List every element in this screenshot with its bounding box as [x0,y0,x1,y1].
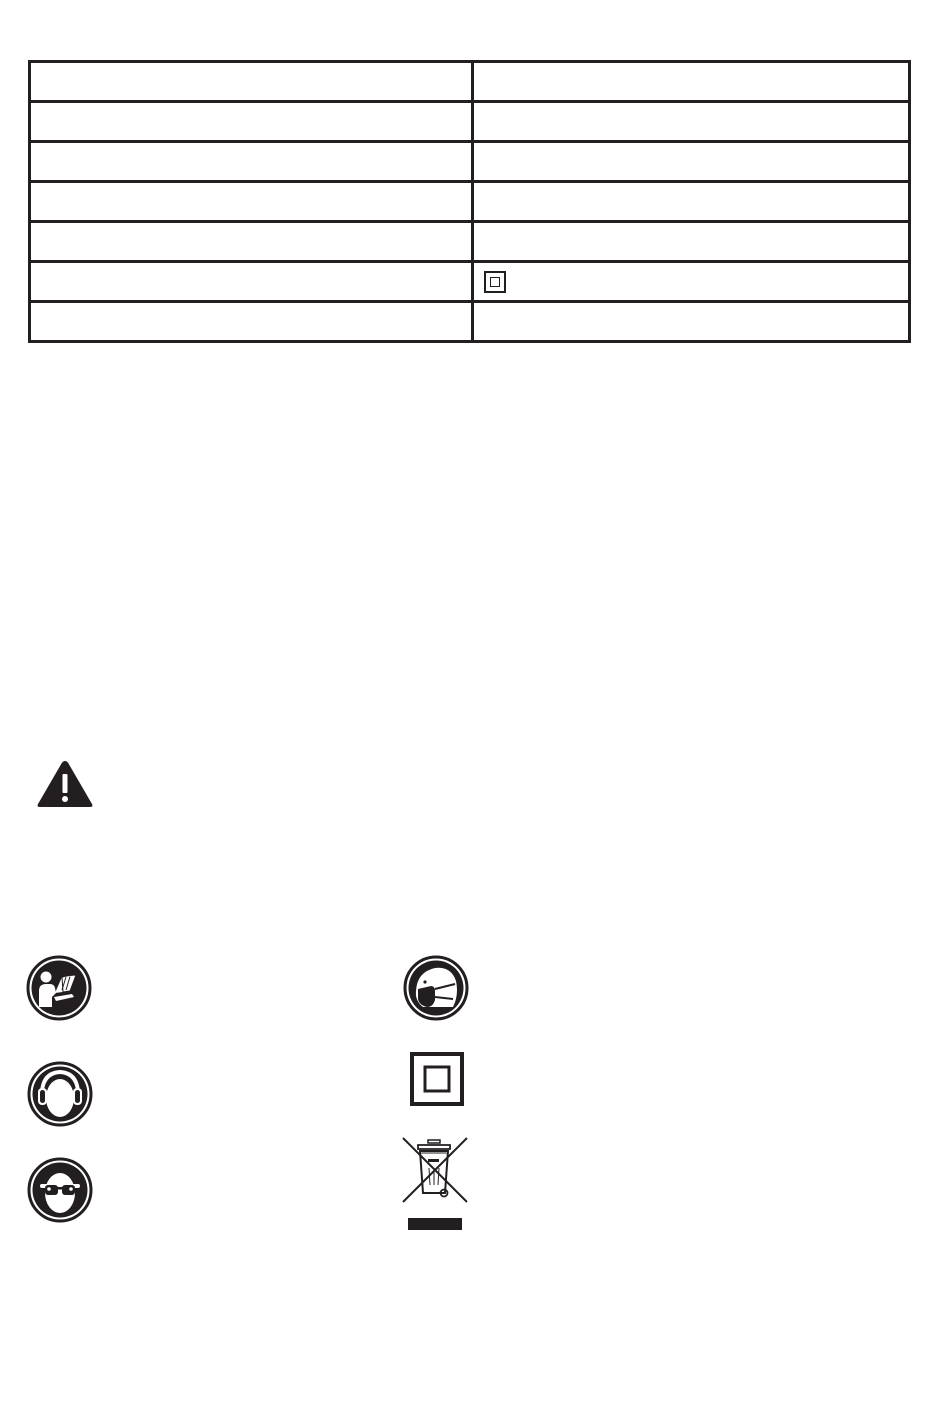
warning-triangle-icon [35,758,95,810]
table-row [30,222,910,262]
table-row [30,302,910,342]
table-row [30,182,910,222]
spec-label-cell [30,302,473,342]
weee-crossed-out-bin-icon [400,1135,470,1233]
double-insulation-class-ii-icon [410,1052,464,1106]
spec-value-cell [473,222,910,262]
spec-value-cell [473,142,910,182]
table-row [30,102,910,142]
spec-value-cell [473,262,910,302]
spec-value-cell [473,62,910,102]
wear-eye-protection-icon [26,1157,94,1223]
spec-label-cell [30,102,473,142]
spec-label-cell [30,62,473,102]
specifications-table [28,60,911,343]
spec-value-cell [473,182,910,222]
spec-label-cell [30,182,473,222]
spec-label-cell [30,142,473,182]
spec-value-cell [473,302,910,342]
read-manual-icon [26,955,92,1021]
table-row [30,262,910,302]
table-row [30,62,910,102]
double-insulation-class-ii-icon [484,271,506,293]
spec-label-cell [30,222,473,262]
spec-label-cell [30,262,473,302]
wear-ear-protection-icon [26,1061,94,1127]
spec-value-cell [473,102,910,142]
table-row [30,142,910,182]
wear-dust-mask-icon [403,955,469,1021]
